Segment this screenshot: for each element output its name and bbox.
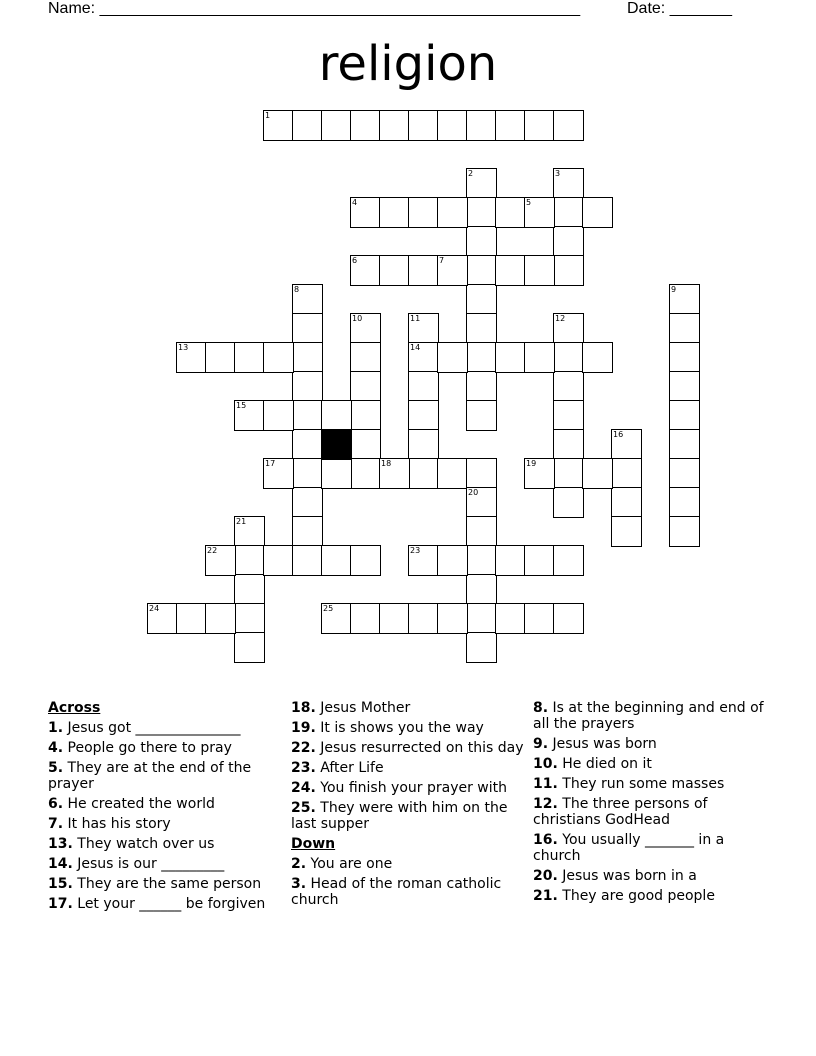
grid-cell[interactable]: [553, 400, 584, 431]
clue-number: 15.: [48, 876, 73, 892]
clue: [48, 856, 284, 872]
grid-cell[interactable]: [379, 458, 410, 489]
grid-cell[interactable]: [234, 632, 265, 663]
grid-cell[interactable]: [321, 545, 352, 576]
grid-cell[interactable]: [669, 284, 700, 315]
clue: [48, 720, 284, 736]
grid-cell[interactable]: [495, 603, 526, 634]
grid-cell[interactable]: [350, 458, 381, 489]
grid-cell[interactable]: [292, 110, 323, 141]
clue-text: Let your ______ be forgiven: [72, 896, 266, 912]
grid-cell[interactable]: [553, 603, 584, 634]
clue-text: They are at the end of the prayer: [48, 760, 252, 792]
clue-text: Jesus was born in a: [557, 868, 697, 884]
grid-cell[interactable]: [553, 545, 584, 576]
clue-number: 12.: [533, 796, 558, 812]
clue-column-2: [291, 700, 527, 912]
grid-cell[interactable]: [524, 197, 555, 228]
cell-number: 8: [294, 285, 300, 294]
grid-cell[interactable]: [669, 371, 700, 402]
grid-cell[interactable]: [350, 255, 381, 286]
grid-cell[interactable]: [292, 400, 323, 431]
clue-number: 2.: [291, 856, 307, 872]
clue: [48, 816, 284, 832]
grid-cell[interactable]: [350, 429, 381, 460]
clue-text: Jesus was born: [548, 736, 657, 752]
grid-cell[interactable]: [466, 603, 497, 634]
clue: [291, 740, 527, 756]
grid-cell[interactable]: [147, 603, 178, 634]
grid-cell[interactable]: [292, 371, 323, 402]
clue-text: It is shows you the way: [315, 720, 484, 736]
grid-cell[interactable]: [263, 400, 294, 431]
cell-number: 10: [352, 314, 363, 323]
clue-number: 7.: [48, 816, 64, 832]
grid-cell[interactable]: [234, 516, 265, 547]
clue-number: 21.: [533, 888, 558, 904]
grid-cell[interactable]: [524, 342, 555, 373]
grid-cell[interactable]: [669, 429, 700, 460]
grid-cell[interactable]: [524, 110, 555, 141]
clue-number: 23.: [291, 760, 316, 776]
grid-cell[interactable]: [466, 197, 497, 228]
clue-number: 24.: [291, 780, 316, 796]
cell-number: 18: [381, 459, 392, 468]
grid-cell[interactable]: [292, 458, 323, 489]
clue-number: 20.: [533, 868, 558, 884]
clue-number: 10.: [533, 756, 558, 772]
clue: [533, 832, 769, 864]
grid-cell[interactable]: [495, 342, 526, 373]
clue-text: He died on it: [557, 756, 652, 772]
clue-number: 3.: [291, 876, 307, 892]
grid-cell[interactable]: [524, 458, 555, 489]
grid-cell[interactable]: [669, 516, 700, 547]
cell-number: 21: [236, 517, 247, 526]
grid-cell[interactable]: [292, 313, 323, 344]
grid-cell[interactable]: [263, 110, 294, 141]
grid-cell[interactable]: [466, 110, 497, 141]
grid-cell[interactable]: [553, 487, 584, 518]
grid-cell[interactable]: [379, 110, 410, 141]
grid-cell[interactable]: [292, 545, 323, 576]
grid-cell[interactable]: [553, 458, 584, 489]
cell-number: 6: [352, 256, 358, 265]
grid-cell[interactable]: [437, 603, 468, 634]
grid-cell[interactable]: [350, 545, 381, 576]
cell-number: 14: [410, 343, 421, 352]
grid-cell[interactable]: [292, 429, 323, 460]
cell-number: 17: [265, 459, 276, 468]
puzzle-title: religion: [318, 36, 498, 92]
grid-cell[interactable]: [466, 226, 497, 257]
grid-cell[interactable]: [321, 400, 352, 431]
grid-cell[interactable]: [350, 110, 381, 141]
grid-cell[interactable]: [263, 458, 294, 489]
clue-text: You are one: [306, 856, 393, 872]
cell-number: 19: [526, 459, 537, 468]
clue-number: 14.: [48, 856, 73, 872]
clue: [533, 756, 769, 772]
grid-cell[interactable]: [379, 603, 410, 634]
clue-text: They are the same person: [72, 876, 262, 892]
clue-number: 17.: [48, 896, 73, 912]
clue: [533, 796, 769, 828]
grid-cell[interactable]: [495, 197, 526, 228]
grid-cell[interactable]: [292, 516, 323, 547]
grid-cell[interactable]: [553, 313, 584, 344]
date-field-label: Date: _______: [627, 0, 732, 17]
grid-cell[interactable]: [408, 371, 439, 402]
clue-text: The three persons of christians GodHead: [533, 796, 708, 828]
clue-text: They are good people: [557, 888, 715, 904]
grid-cell[interactable]: [466, 545, 497, 576]
grid-cell[interactable]: [205, 603, 236, 634]
grid-cell[interactable]: [495, 110, 526, 141]
clue-text: They watch over us: [72, 836, 215, 852]
cell-number: 20: [468, 488, 479, 497]
cell-number: 16: [613, 430, 624, 439]
clue-number: 18.: [291, 700, 316, 716]
clue-text: Jesus is our _________: [72, 856, 225, 872]
grid-cell[interactable]: [553, 371, 584, 402]
grid-cell[interactable]: [408, 603, 439, 634]
clue: [48, 836, 284, 852]
grid-cell[interactable]: [350, 197, 381, 228]
grid-cell[interactable]: [611, 516, 642, 547]
grid-cell[interactable]: [437, 342, 468, 373]
grid-cell[interactable]: [321, 110, 352, 141]
grid-cell[interactable]: [350, 400, 381, 431]
clue: [291, 760, 527, 776]
clue: [48, 760, 284, 792]
grid-cell[interactable]: [524, 603, 555, 634]
grid-cell[interactable]: [466, 168, 497, 199]
grid-cell[interactable]: [553, 342, 584, 373]
cell-number: 13: [178, 343, 189, 352]
grid-cell[interactable]: [466, 371, 497, 402]
clue-column-1: [48, 700, 284, 916]
clue-text: You finish your prayer with: [315, 780, 507, 796]
grid-cell[interactable]: [466, 574, 497, 605]
clue: [291, 780, 527, 796]
clue-text: Jesus got _______________: [63, 720, 241, 736]
cell-number: 12: [555, 314, 566, 323]
grid-cell[interactable]: [408, 545, 439, 576]
grid-cell[interactable]: [466, 313, 497, 344]
grid-cell[interactable]: [176, 603, 207, 634]
grid-cell[interactable]: [553, 197, 584, 228]
cell-number: 11: [410, 314, 421, 323]
across-heading: Across: [48, 700, 101, 716]
grid-cell[interactable]: [495, 545, 526, 576]
clue-number: 9.: [533, 736, 549, 752]
grid-cell[interactable]: [669, 400, 700, 431]
grid-cell[interactable]: [582, 197, 613, 228]
cell-number: 7: [439, 256, 445, 265]
grid-cell[interactable]: [669, 487, 700, 518]
grid-cell[interactable]: [176, 342, 207, 373]
grid-cell[interactable]: [466, 632, 497, 663]
clue-text: He created the world: [63, 796, 215, 812]
cell-number: 9: [671, 285, 677, 294]
grid-cell[interactable]: [669, 458, 700, 489]
black-cell: [321, 429, 352, 460]
clue: [533, 868, 769, 884]
grid-cell[interactable]: [234, 400, 265, 431]
clue-text: It has his story: [63, 816, 171, 832]
clue-text: They run some masses: [557, 776, 725, 792]
grid-cell[interactable]: [205, 342, 236, 373]
clue-column-3: [533, 700, 769, 908]
clue: [533, 736, 769, 752]
grid-cell[interactable]: [379, 197, 410, 228]
clue-number: 16.: [533, 832, 558, 848]
grid-cell[interactable]: [234, 545, 265, 576]
grid-cell[interactable]: [669, 342, 700, 373]
grid-cell[interactable]: [669, 313, 700, 344]
grid-cell[interactable]: [437, 110, 468, 141]
grid-cell[interactable]: [466, 284, 497, 315]
clue: [48, 876, 284, 892]
clue: [291, 800, 527, 832]
grid-cell[interactable]: [350, 342, 381, 373]
clue-text: Jesus resurrected on this day: [315, 740, 524, 756]
grid-cell[interactable]: [466, 255, 497, 286]
grid-cell[interactable]: [292, 284, 323, 315]
clue: [48, 796, 284, 812]
grid-cell[interactable]: [379, 255, 410, 286]
clue-number: 25.: [291, 800, 316, 816]
grid-cell[interactable]: [437, 458, 468, 489]
grid-cell[interactable]: [437, 255, 468, 286]
grid-cell[interactable]: [292, 342, 323, 373]
grid-cell[interactable]: [321, 458, 352, 489]
clue: [291, 720, 527, 736]
grid-cell[interactable]: [553, 168, 584, 199]
grid-cell[interactable]: [611, 429, 642, 460]
grid-cell[interactable]: [408, 110, 439, 141]
clue-text: Is at the beginning and end of all the prayers: [533, 700, 764, 732]
cell-number: 23: [410, 546, 421, 555]
clue: [533, 776, 769, 792]
grid-cell[interactable]: [408, 429, 439, 460]
grid-cell[interactable]: [205, 545, 236, 576]
grid-cell[interactable]: [553, 429, 584, 460]
clue-number: 13.: [48, 836, 73, 852]
clue-number: 4.: [48, 740, 64, 756]
grid-cell[interactable]: [234, 342, 265, 373]
clue-text: Jesus Mother: [315, 700, 411, 716]
grid-cell[interactable]: [553, 226, 584, 257]
clue: [533, 888, 769, 904]
grid-cell[interactable]: [466, 516, 497, 547]
grid-cell[interactable]: [466, 342, 497, 373]
grid-cell[interactable]: [553, 255, 584, 286]
grid-cell[interactable]: [437, 545, 468, 576]
grid-cell[interactable]: [524, 255, 555, 286]
grid-cell[interactable]: [495, 255, 526, 286]
grid-cell[interactable]: [582, 458, 613, 489]
clue-text: After Life: [315, 760, 384, 776]
clue-number: 19.: [291, 720, 316, 736]
clue-text: You usually _______ in a church: [533, 832, 725, 864]
grid-cell[interactable]: [263, 342, 294, 373]
grid-cell[interactable]: [466, 487, 497, 518]
grid-cell[interactable]: [350, 371, 381, 402]
clue-text: Head of the roman catholic church: [291, 876, 502, 908]
grid-cell[interactable]: [437, 197, 468, 228]
cell-number: 22: [207, 546, 218, 555]
cell-number: 2: [468, 169, 474, 178]
clue: [291, 700, 527, 716]
clue-number: 22.: [291, 740, 316, 756]
name-field-label: Name: ______________________________________________________: [48, 0, 581, 17]
grid-cell[interactable]: [611, 487, 642, 518]
grid-cell[interactable]: [524, 545, 555, 576]
cell-number: 25: [323, 604, 334, 613]
grid-cell[interactable]: [611, 458, 642, 489]
cell-number: 5: [526, 198, 532, 207]
clue: [48, 740, 284, 756]
grid-cell[interactable]: [292, 487, 323, 518]
cell-number: 24: [149, 604, 160, 613]
clue: [291, 876, 527, 908]
grid-cell[interactable]: [408, 313, 439, 344]
clue-number: 8.: [533, 700, 549, 716]
grid-cell[interactable]: [553, 110, 584, 141]
grid-cell[interactable]: [466, 458, 497, 489]
grid-cell[interactable]: [408, 342, 439, 373]
cell-number: 4: [352, 198, 358, 207]
clue-text: People go there to pray: [63, 740, 232, 756]
cell-number: 1: [265, 111, 271, 120]
grid-cell[interactable]: [408, 458, 439, 489]
clue: [291, 856, 527, 872]
grid-cell[interactable]: [321, 603, 352, 634]
clue-text: They were with him on the last supper: [291, 800, 508, 832]
grid-cell[interactable]: [234, 603, 265, 634]
grid-cell[interactable]: [350, 603, 381, 634]
grid-cell[interactable]: [408, 400, 439, 431]
grid-cell[interactable]: [263, 545, 294, 576]
clue-number: 5.: [48, 760, 64, 776]
grid-cell[interactable]: [408, 197, 439, 228]
clue-number: 6.: [48, 796, 64, 812]
clue-number: 1.: [48, 720, 64, 736]
clue-number: 11.: [533, 776, 558, 792]
cell-number: 3: [555, 169, 561, 178]
clue: [533, 700, 769, 732]
clue: [48, 896, 284, 912]
down-heading: Down: [291, 836, 336, 852]
grid-cell[interactable]: [408, 255, 439, 286]
grid-cell[interactable]: [350, 313, 381, 344]
grid-cell[interactable]: [582, 342, 613, 373]
cell-number: 15: [236, 401, 247, 410]
grid-cell[interactable]: [234, 574, 265, 605]
grid-cell[interactable]: [466, 400, 497, 431]
